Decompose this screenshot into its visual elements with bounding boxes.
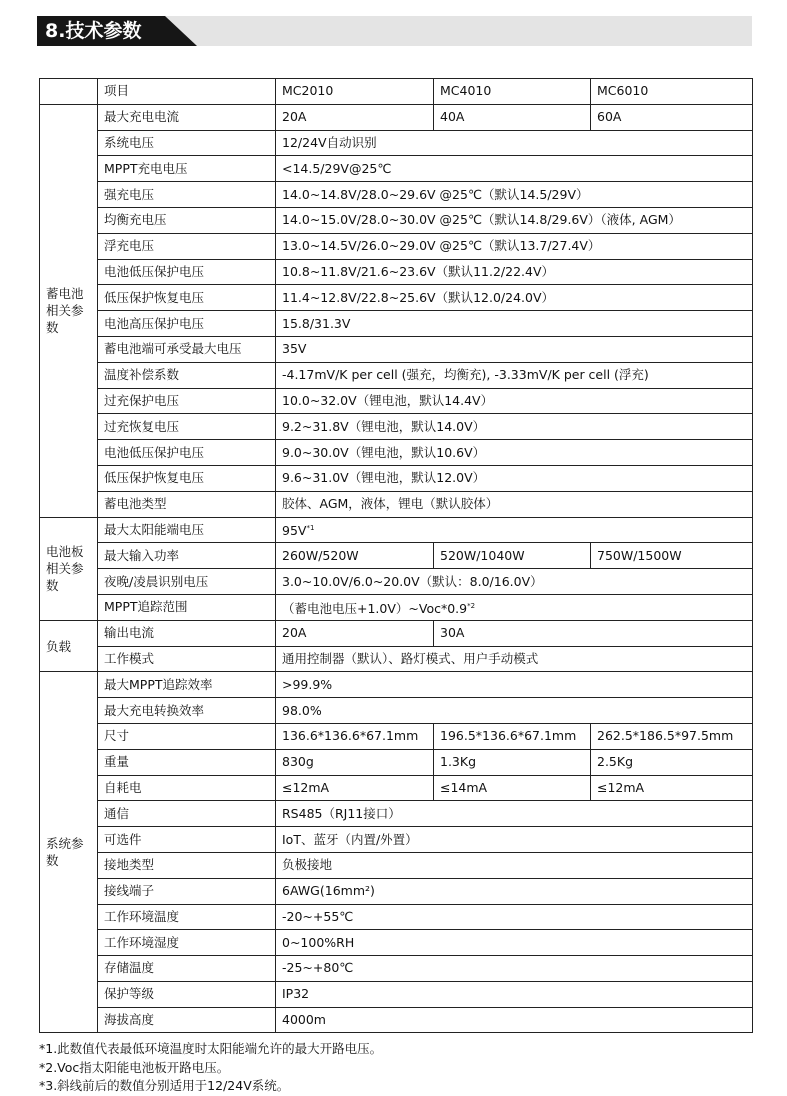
row-value-model-2: 196.5*136.6*67.1mm: [434, 723, 591, 749]
row-value: [276, 878, 753, 904]
table-row: [40, 517, 753, 543]
row-value: [276, 672, 753, 698]
row-label: 最大MPPT追踪效率: [98, 672, 276, 698]
row-value: [276, 362, 753, 388]
row-label: 低压保护恢复电压: [98, 285, 276, 311]
table-row: [40, 465, 753, 491]
row-value-model-3: 2.5Kg: [591, 749, 753, 775]
row-label: 均衡充电压: [98, 207, 276, 233]
row-label: 过充保护电压: [98, 388, 276, 414]
row-label: 电池高压保护电压: [98, 311, 276, 337]
table-row: [40, 130, 753, 156]
category-label-panel: 电池板相关参数: [40, 517, 98, 620]
row-value-model-3: 262.5*186.5*97.5mm: [591, 723, 753, 749]
row-value-text: IP32: [282, 986, 310, 1002]
row-value-text: 6AWG(16mm²): [282, 883, 375, 899]
row-value: [276, 233, 753, 259]
row-value-model-1: 20A: [276, 620, 434, 646]
row-label: 最大充电转换效率: [98, 698, 276, 724]
row-value: [276, 182, 753, 208]
table-row: [40, 311, 753, 337]
table-row: [40, 981, 753, 1007]
row-value-model-2: ≤14mA: [434, 775, 591, 801]
row-value-model-3: ≤12mA: [591, 775, 753, 801]
table-row: [40, 440, 753, 466]
row-value: [276, 1007, 753, 1033]
row-value-text: 13.0~14.5V/26.0~29.0V @25℃（默认13.7/27.4V）: [282, 238, 601, 254]
row-value-text: 9.2~31.8V（锂电池，默认14.0V）: [282, 418, 486, 434]
table-row: [40, 930, 753, 956]
row-label: 最大输入功率: [98, 543, 276, 569]
row-label: 输出电流: [98, 620, 276, 646]
category-label-battery: 蓄电池相关参数: [40, 104, 98, 517]
table-row: [40, 775, 753, 801]
table-row: [40, 956, 753, 982]
row-value: [276, 311, 753, 337]
table-row: [40, 414, 753, 440]
row-label: 电池低压保护电压: [98, 440, 276, 466]
row-value-text: 95V: [282, 523, 307, 539]
row-value-model-2: 1.3Kg: [434, 749, 591, 775]
footnotes: [39, 1040, 382, 1096]
table-row: [40, 749, 753, 775]
row-value-text: -25~+80℃: [282, 960, 354, 976]
row-value-text: 4000m: [282, 1012, 326, 1028]
row-value: [276, 981, 753, 1007]
row-value-model-1: ≤12mA: [276, 775, 434, 801]
row-label: 可选件: [98, 827, 276, 853]
row-value-model-3: 750W/1500W: [591, 543, 753, 569]
row-value: [276, 904, 753, 930]
row-value: [276, 465, 753, 491]
row-value: [276, 285, 753, 311]
row-label: 工作环境温度: [98, 904, 276, 930]
row-value-text: -20~+55℃: [282, 908, 354, 924]
table-row: [40, 104, 753, 130]
row-value: [276, 594, 753, 620]
row-value-text: 9.0~30.0V（锂电池，默认10.6V）: [282, 444, 486, 460]
footnote-marker: *2: [467, 601, 476, 610]
row-value-model-1: 136.6*136.6*67.1mm: [276, 723, 434, 749]
row-value-text: 3.0~10.0V/6.0~20.0V（默认：8.0/16.0V）: [282, 573, 543, 589]
footnote: *2.Voc指太阳能电池板开路电压。: [39, 1059, 230, 1075]
table-row: [40, 233, 753, 259]
header-item: 项目: [98, 79, 276, 105]
row-value-model-2: 520W/1040W: [434, 543, 591, 569]
table-row: [40, 491, 753, 517]
row-value: [276, 156, 753, 182]
table-row: [40, 1007, 753, 1033]
footnote-marker: *1: [306, 524, 315, 533]
row-value-text: <14.5/29V@25℃: [282, 160, 392, 176]
row-value-text: 10.0~32.0V（锂电池，默认14.4V）: [282, 392, 494, 408]
table-row: [40, 336, 753, 362]
table-row: [40, 723, 753, 749]
table-row: [40, 156, 753, 182]
row-value-text: （蓄电池电压+1.0V）~Voc*0.9: [282, 600, 468, 616]
table-row: [40, 646, 753, 672]
row-value-text: 负极接地: [282, 857, 333, 873]
row-value: [276, 801, 753, 827]
row-label: 重量: [98, 749, 276, 775]
row-value-text: 10.8~11.8V/21.6~23.6V（默认11.2/22.4V）: [282, 263, 555, 279]
row-value: [276, 646, 753, 672]
footnote: *1.此数值代表最低环境温度时太阳能端允许的最大开路电压。: [39, 1041, 383, 1056]
row-label: 最大充电电流: [98, 104, 276, 130]
row-label: 工作模式: [98, 646, 276, 672]
table-row: [40, 594, 753, 620]
row-value-text: 12/24V自动识别: [282, 134, 377, 150]
row-value: [276, 517, 753, 543]
header-model-mc2010: MC2010: [276, 79, 434, 105]
row-value: [276, 336, 753, 362]
row-label: 过充恢复电压: [98, 414, 276, 440]
row-label: 工作环境湿度: [98, 930, 276, 956]
category-label-load: 负载: [40, 620, 98, 672]
category-label-system: 系统参数: [40, 672, 98, 1033]
table-row: [40, 569, 753, 595]
row-value: [276, 569, 753, 595]
header-model-mc4010: MC4010: [434, 79, 591, 105]
row-label: 强充电压: [98, 182, 276, 208]
row-value: [276, 827, 753, 853]
row-value: [276, 259, 753, 285]
row-label: 电池低压保护电压: [98, 259, 276, 285]
row-value-text: 14.0~14.8V/28.0~29.6V @25℃（默认14.5/29V）: [282, 186, 589, 202]
table-row: [40, 852, 753, 878]
row-value: [276, 930, 753, 956]
row-label: 低压保护恢复电压: [98, 465, 276, 491]
table-row: [40, 878, 753, 904]
row-value: [276, 130, 753, 156]
row-value-text: 35V: [282, 341, 307, 357]
row-label: 保护等级: [98, 981, 276, 1007]
row-value-text: -4.17mV/K per cell (强充，均衡充), -3.33mV/K per cell (浮充): [282, 367, 649, 383]
row-value: [276, 207, 753, 233]
row-label: 海拔高度: [98, 1007, 276, 1033]
row-value-text: 14.0~15.0V/28.0~30.0V @25℃（默认14.8/29.6V）（液体, AGM）: [282, 212, 681, 228]
table-row: [40, 827, 753, 853]
table-row: [40, 698, 753, 724]
row-value-model-2: 30A: [434, 620, 753, 646]
row-value: [276, 440, 753, 466]
row-value-text: 0~100%RH: [282, 934, 355, 950]
row-value: [276, 956, 753, 982]
table-row: [40, 362, 753, 388]
row-value: [276, 852, 753, 878]
row-label: 夜晚/凌晨识别电压: [98, 569, 276, 595]
table-row: [40, 259, 753, 285]
row-value-text: 15.8/31.3V: [282, 315, 351, 331]
row-value-text: RS485（RJ11接口）: [282, 805, 401, 821]
table-header-row: [40, 79, 753, 105]
row-value-model-3: 60A: [591, 104, 753, 130]
row-label: 最大太阳能端电压: [98, 517, 276, 543]
header-model-mc6010: MC6010: [591, 79, 753, 105]
header-blank: [40, 79, 98, 105]
row-value-text: 9.6~31.0V（锂电池，默认12.0V）: [282, 470, 486, 486]
section-title: 8.技术参数: [45, 20, 142, 42]
row-value: [276, 414, 753, 440]
row-label: 自耗电: [98, 775, 276, 801]
row-label: 存储温度: [98, 956, 276, 982]
row-label: 系统电压: [98, 130, 276, 156]
row-label: MPPT追踪范围: [98, 594, 276, 620]
row-label: 浮充电压: [98, 233, 276, 259]
row-label: 通信: [98, 801, 276, 827]
table-row: [40, 672, 753, 698]
table-row: [40, 182, 753, 208]
row-value-model-1: 830g: [276, 749, 434, 775]
row-value-text: IoT、蓝牙（内置/外置）: [282, 831, 418, 847]
spec-table: [39, 78, 753, 1033]
row-label: 温度补偿系数: [98, 362, 276, 388]
table-row: [40, 207, 753, 233]
row-label: 尺寸: [98, 723, 276, 749]
row-value-text: 98.0%: [282, 702, 322, 718]
row-value-text: >99.9%: [282, 676, 333, 692]
row-value: [276, 388, 753, 414]
row-label: MPPT充电电压: [98, 156, 276, 182]
row-label: 接地类型: [98, 852, 276, 878]
row-value: [276, 698, 753, 724]
row-value-text: 通用控制器（默认）、路灯模式、用户手动模式: [282, 650, 539, 666]
table-row: [40, 620, 753, 646]
row-label: 蓄电池端可承受最大电压: [98, 336, 276, 362]
row-value-text: 11.4~12.8V/22.8~25.6V（默认12.0/24.0V）: [282, 289, 555, 305]
footnote: *3.斜线前后的数值分别适用于12/24V系统。: [39, 1078, 290, 1093]
row-value: [276, 491, 753, 517]
table-row: [40, 801, 753, 827]
row-value-text: 胶体、AGM，液体，锂电（默认胶体）: [282, 496, 499, 512]
row-label: 接线端子: [98, 878, 276, 904]
row-value-model-2: 40A: [434, 104, 591, 130]
table-row: [40, 904, 753, 930]
row-value-model-1: 20A: [276, 104, 434, 130]
table-row: [40, 285, 753, 311]
row-label: 蓄电池类型: [98, 491, 276, 517]
row-value-model-1: 260W/520W: [276, 543, 434, 569]
table-row: [40, 388, 753, 414]
table-row: [40, 543, 753, 569]
